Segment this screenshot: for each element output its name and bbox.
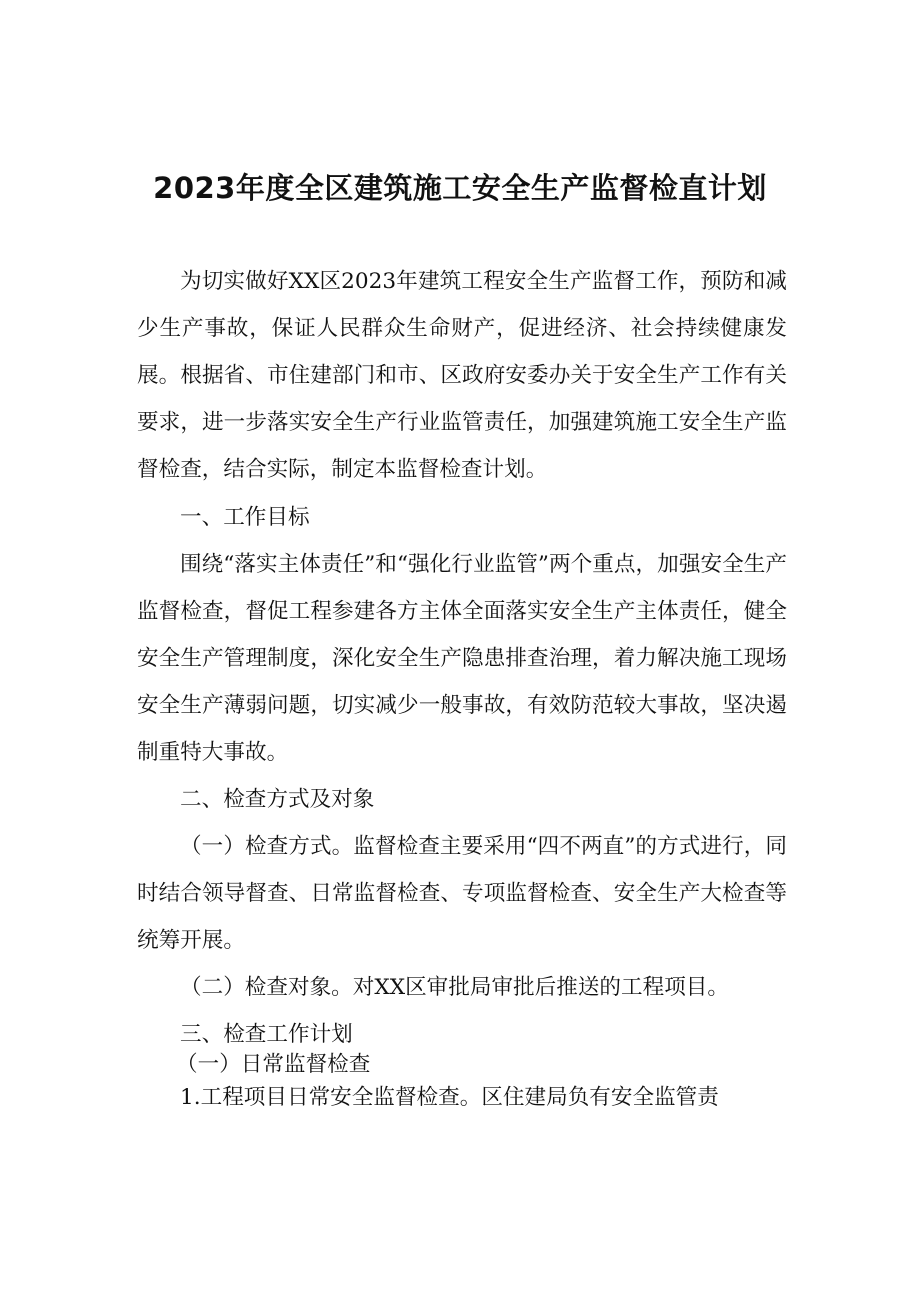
section2-item1-paragraph: （一）检查方式。监督检查主要采用“四不两直”的方式进行，同时结合领导督查、日常监督检查、专项监督检查、安全生产大检查等统筹开展。: [137, 834, 787, 953]
section2-heading: 二、检查方式及对象: [180, 787, 375, 812]
section1-paragraph: 围绕“落实主体责任”和“强化行业监管”两个重点，加强安全生产监督检查，督促工程参建各方主体全面落实安全生产主体责任，健全安全生产管理制度，深化安全生产隐患排查治理，着力解决施工现场安全生产薄弱问题，切实减少一般事故，有效防范较大事故，坚决遏制重特大事故。: [137, 552, 787, 765]
section3-heading: 三、检查工作计划: [180, 1022, 353, 1047]
section2-item2-paragraph: （二）检查对象。对XX区审批局审批后推送的工程项目。: [180, 975, 729, 1000]
section3-item1: 1.工程项目日常安全监督检查。区住建局负有安全监管责: [180, 1085, 719, 1110]
section3-subheading: （一）日常监督检查: [176, 1052, 371, 1077]
section1-heading: 一、工作目标: [180, 505, 310, 530]
document-title: 2023年度全区建筑施工安全生产监督检直计划: [153, 171, 767, 205]
intro-paragraph: 为切实做好XX区2023年建筑工程安全生产监督工作，预防和减少生产事故，保证人民群众生命财产，促进经济、社会持续健康发展。根据省、市住建部门和市、区政府安委办关于安全生产工作有关要求，进一步落实安全生产行业监管责任，加强建筑施工安全生产监督检查，结合实际，制定本监督检查计划。: [137, 269, 787, 482]
